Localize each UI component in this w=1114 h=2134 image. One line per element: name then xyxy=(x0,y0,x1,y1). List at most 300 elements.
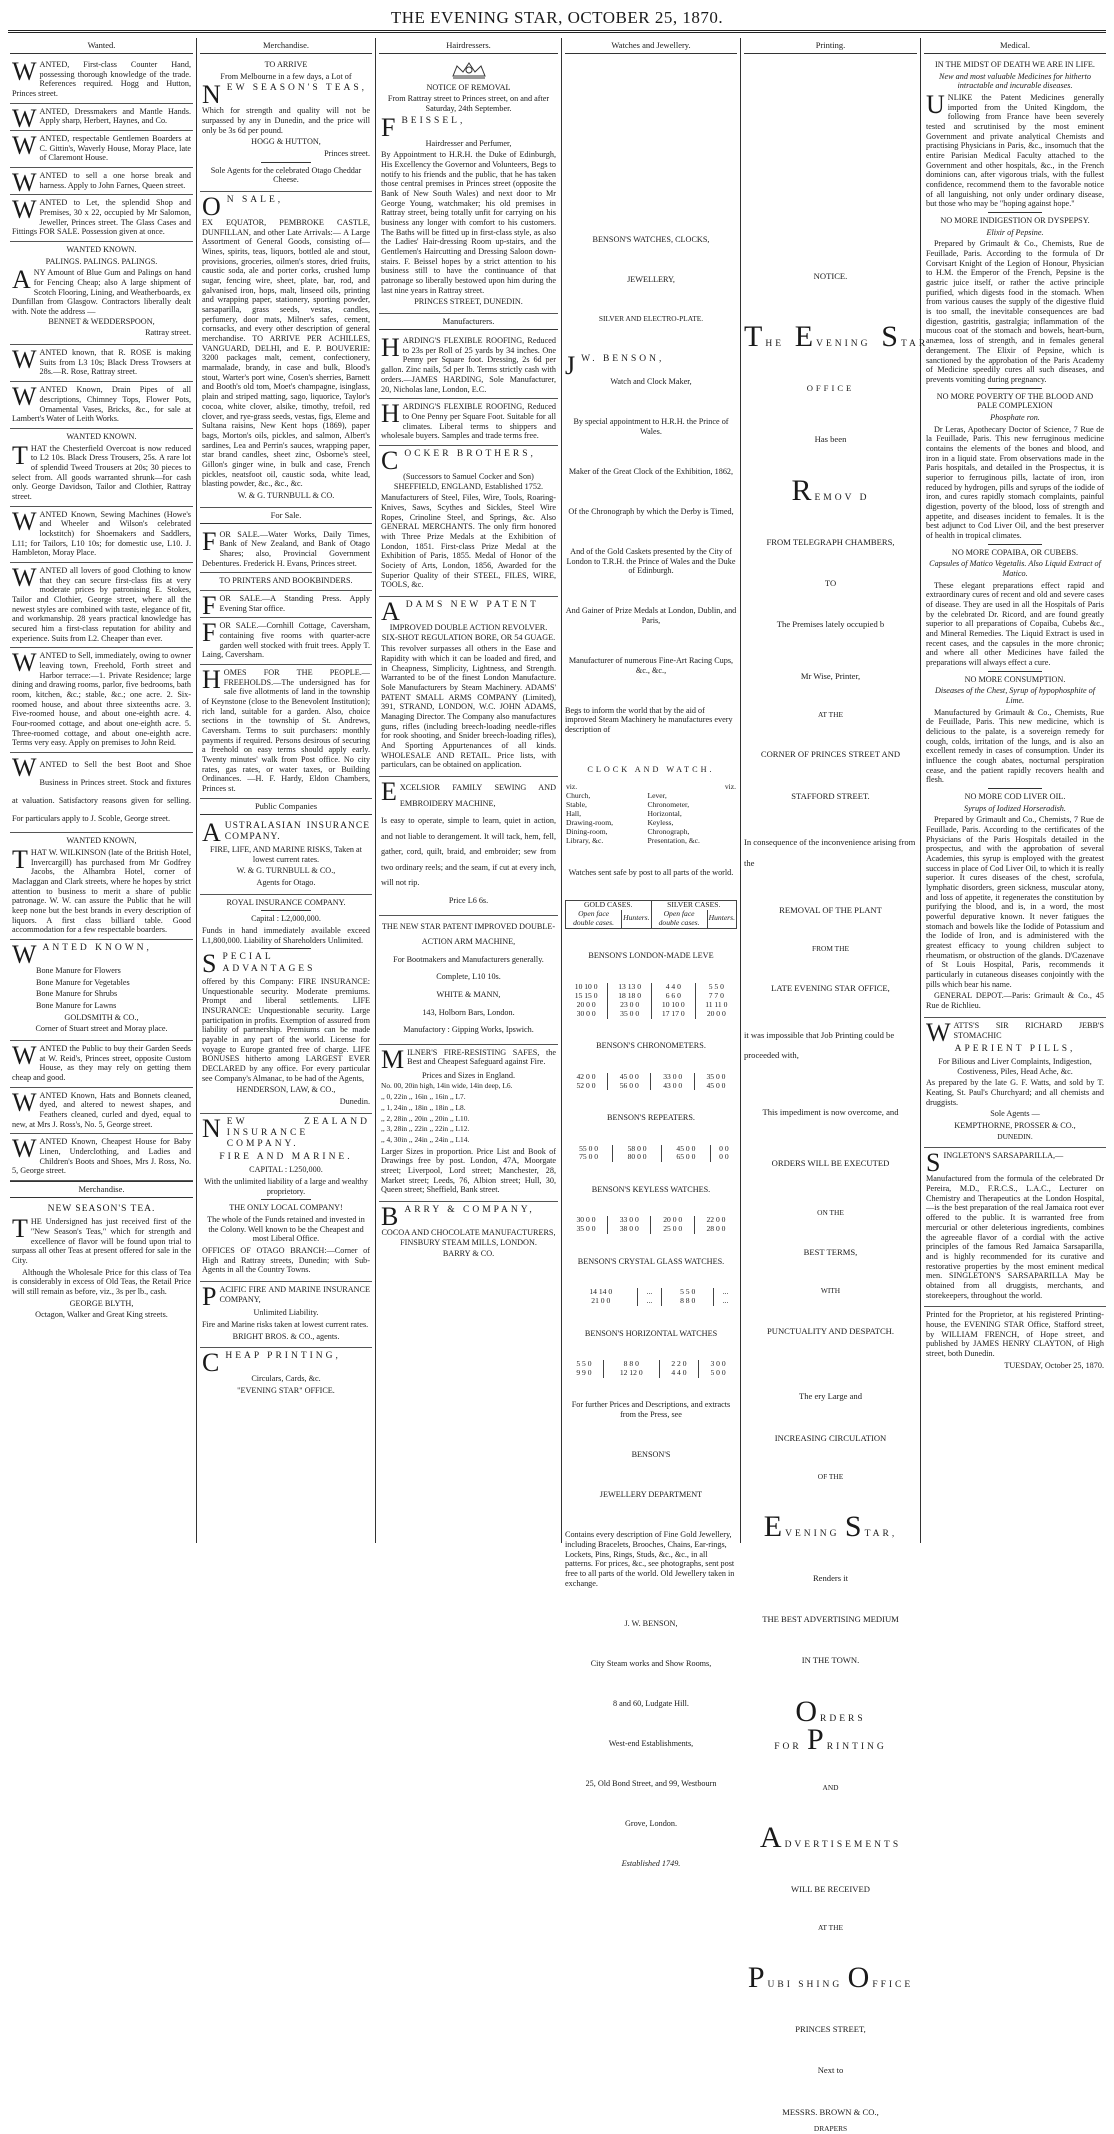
ad-text: ANTED Known, Sewing Machines (Howe's and Wheeler and Wilson's celebrated lockstitch) for Shoemakers and Saddlers, L11; for Tailors, L10 10s; for domestic use, L10. J. Hambleton, Moray Place. xyxy=(12,509,191,558)
table-row xyxy=(565,1297,737,1306)
ad-text: ARDING'S FLEXIBLE ROOFING, Reduced to 23s per Roll of 25 yards by 34 inches. One Penny per Square foot. Dressing, 2s 6d per gallon. Zinc nails, 5d per lb. Terms strictly cash with orders.—JAMES HARDING, Sole Manufacturer, 20, Nicholas lane, London, E.C. xyxy=(381,336,556,394)
advertisement: COCKER BROTHERS, (Successors to Samuel Cocker and Son) SHEFFIELD, ENGLAND, Established 1752. Manufacturers of Steel, Files, Wire, Tools, Roaring-Knives, Saws, Scythes and Sickles, Steel Wire Ropes, Crinoline Steel, and Springs, &c. Also GENERAL MERCHANTS. The only firm honored with Three Prize Medals at the Exhibition of London, 1851. First-class Prize Medal at the Exhibition of Paris, 1855. Medal of Honor of the Society of Arts, London, 1856, Awarded for the Superior Quality of their STEEL, FILES, WIRE, TOOLS, &c. xyxy=(379,446,558,597)
price-table xyxy=(565,1216,737,1234)
ad-price: Complete, L10 10s. xyxy=(436,972,501,982)
ad-subheading: Hairdresser and Perfumer, xyxy=(425,138,512,148)
ad-heading: NOTICE OF REMOVAL xyxy=(426,82,511,92)
ad-signature: "EVENING STAR" OFFICE. xyxy=(237,1385,335,1395)
table-header: Hunters. xyxy=(708,913,735,923)
ad-subheading: PALINGS. PALINGS. PALINGS. xyxy=(45,256,158,266)
ad-text: In consequence of the inconvenience arising from the xyxy=(744,837,916,868)
table-section-heading: BENSON'S CRYSTAL GLASS WATCHES. xyxy=(577,1256,725,1266)
advertisement: FOR SALE.—Water Works, Daily Times, Bank of New Zealand, and Bank of Otago Shares; also, Provincial Government Debentures. Frederick H. Evans, Princes street. xyxy=(200,527,372,574)
ad-heading: NO MORE COD LIVER OIL. xyxy=(964,792,1066,802)
advertisement: WANTED the Public to buy their Garden Seeds at W. Reid's, Princes street, opposite Custom House, as they may rely on getting them cheap and good. xyxy=(10,1041,193,1088)
section-heading: Wanted. xyxy=(10,38,193,54)
table-cell: 10 10 0 xyxy=(651,1001,695,1010)
table-cell: 35 0 0 xyxy=(706,1071,726,1081)
advertisement: NOTICE OF REMOVAL From Rattray street to Princes street, on and after Saturday, 24th September. FBEISSEL, Hairdresser and Perfumer, By Appointment to H.R.H. the Duke of Edinburgh, His Excellency the Governor and Volunteers, Begs to notify to his friends and the public, that he has taken those central premises in Princes street (opposite the Bank of New South Wales) and next door to Mr George Young, watchmaker; his old premises in Rattray street, being totally unfit for carrying on his business any longer with comfort to his customers. The Baths will be fitted up in first-class style, as also the Ladies' Hair-dressing Room up-stairs, and the Gentlemen's Haircutting and Dressing Saloon down-stairs. F. Beissel hopes by a strict attention to his business still to have the continuance of that patronage so liberally bestowed upon him during the last nine years in Rattray street. PRINCES STREET, DUNEDIN. xyxy=(379,57,558,314)
advertisement: NEW ZEALAND INSURANCE COMPANY. FIRE AND MARINE. CAPITAL : L250,000. With the unlimited liability of a large and wealthy proprietory. THE ONLY LOCAL COMPANY! The whole of the Funds retained and invested in the Colony. Well known to be the Cheapest and most Liberal Office. OFFICES OF OTAGO BRANCH:—Corner of High and Rattray streets, Dunedin; with Sub-Agents in all the Country Towns. xyxy=(200,1114,372,1283)
table-header: SILVER CASES. xyxy=(667,899,721,909)
title-part: HE xyxy=(765,338,784,349)
ad-text: As prepared by the late G. F. Watts, and sold by T. Keating, St. Paul's Churchyard; and all chemists and druggists. xyxy=(926,1078,1104,1107)
section-heading: Manufacturers. xyxy=(379,314,558,330)
ad-text: OR SALE.—Cornhill Cottage, Caversham, containing five rooms with quarter-acre garden well stocked with fruit trees. Apply T. Laing, Caversham. xyxy=(202,621,370,660)
ad-heading: USTRALASIAN INSURANCE COMPANY. xyxy=(224,820,370,842)
advertisement: TO ARRIVE From Melbourne in a few days, a Lot of NEW SEASON'S TEAS, Which for strength and quality will not be surpassed by any in Dunedin, and the price will only be 3s 6d per pound. HOGG & HUTTON, Princes street. Sole Agents for the celebrated Otago Cheddar Cheese. xyxy=(200,57,372,192)
ad-text: OFFICE xyxy=(806,382,855,393)
section-heading: Hairdressers. xyxy=(379,38,558,54)
advertisement: AUSTRALASIAN INSURANCE COMPANY. FIRE, LIFE, AND MARINE RISKS, Taken at lowest current rates. W. & G. TURNBULL & CO., Agents for Otago. xyxy=(200,818,372,895)
ad-price: Price L6 6s. xyxy=(448,896,489,906)
price-table xyxy=(565,1073,737,1091)
ad-text: The ery Large and xyxy=(798,1391,863,1402)
ad-signature: HENDERSON, LAW, & CO., xyxy=(236,1085,336,1095)
ad-text: Manufactured from the formula of the celebrated Dr Pereira, M.D., F.R.C.S., L.A.C., Lecturer on Chemistry and Therapeutics at the London Hospital,—is the best preparation of the real Jamaica root ever offered to the public. It is warranted free from mercurial or other deleterious ingredients, combines the agreeable flavor of a cordial with the active principles of the famous Red Jamaica Sarsaparilla, and is highly recommended for its curative and restorative properties by the most eminent medical men. SINGLETON'S SARSAPARILLA May be obtained from all druggists, merchants, and storekeepers, throughout the world. xyxy=(926,1174,1104,1300)
printer-imprint: Printed for the Proprietor, at his registered Printing-house, the EVENING STAR Office, Stafford street, by WILLIAM FRENCH, of Hope street, and published by JAMES HENRY CLAYTON, of High street, both Dunedin. xyxy=(926,1310,1104,1358)
table-cell: 38 0 0 xyxy=(608,1225,651,1234)
ad-subheading: Watch and Clock Maker, xyxy=(610,377,692,387)
table-row xyxy=(565,1369,737,1378)
table-cell: ... xyxy=(637,1297,662,1306)
column-merchandise xyxy=(200,38,372,1543)
ad-text: ANTED Known, Cheapest House for Baby Linen, Underclothing, and Ladies and Children's Boots and Shoes, Mrs J. Ross, No. 5, George street. xyxy=(12,1137,191,1176)
ad-text: From Rattray street to Princes street, on and after Saturday, 24th September. xyxy=(387,94,550,114)
ad-heading: PECIAL ADVANTAGES xyxy=(222,952,316,974)
ad-address: Dunedin. xyxy=(339,1096,370,1106)
table-cell: 45 0 0 xyxy=(662,1145,711,1154)
table-cell: 5 5 0 xyxy=(708,981,724,991)
ad-address: Rattray street. xyxy=(145,328,191,338)
advertisement: HOMES FOR THE PEOPLE.—FREEHOLDS.—The undersigned has for sale five allotments of land in the township of Keynstone (close to the Benevolent Institution); rich land, suitable for a garden. Also, choice sections in the township of St. Andrews, Caversham. Terms to suit purchasers: monthly payments if required. Persons desirous of securing a freehold on easy terms should apply early. Twenty minutes' walk from Post office. No city rates, gas rates, or water taxes, or Building Ordinances. —H. F. Hardy, Eldon Chambers, Princes st. xyxy=(200,665,372,799)
ad-signature: BENNET & WEDDERSPOON, xyxy=(48,316,155,326)
column-medical xyxy=(924,38,1106,1543)
advertisement: NEW SEASON'S TEA. T HE Undersigned has just received first of the "New Season's Teas," which for strength and excellence of flavor will be found upon trial to surpass all other Teas at present offered for sale in the City. Although the Wholesale Price for this class of Tea is considerably in excess of Old Teas, the Retail Price will still remain as before, viz., 3s per lb., cash. GEORGE BLYTH, Octagon, Walker and Great King streets. xyxy=(12,1204,191,1320)
masthead: THE EVENING STAR, OCTOBER 25, 1870. xyxy=(390,8,724,27)
advertisement: WANTED Known, Drain Pipes of all descriptions, Chimney Tops, Flower Pots, Ornamental Vases, Bricks, &c., for sale at Lambert's Water of Leith Works. xyxy=(10,382,193,429)
ad-text: Has been xyxy=(814,434,847,445)
ad-heading: IN THE MIDST OF DEATH WE ARE IN LIFE. xyxy=(935,60,1095,70)
ad-text: For Bilious and Liver Complaints, Indigestion, Costiveness, Piles, Head Ache, &c. xyxy=(938,1057,1092,1076)
ad-address: 8 and 60, Ludgate Hill. xyxy=(613,1698,689,1708)
advertisement xyxy=(379,916,558,1045)
list-item: Lever, xyxy=(647,791,667,801)
advertisement: WANTED, respectable Gentlemen Boarders at C. Gittin's, Waverly House, Moray Place, late of Claremont House. xyxy=(10,131,193,168)
column-printing: Printing. NOTICE. THE EVENING STAR OFFICE Has been REMOV D FROM TELEGRAPH CHAMBERS, TO The Premises lately occupied b Mr Wise, Printer, AT THE CORNER OF PRINCES STREET AND STAFFORD STREET. In consequence of the inconvenience arising from the REMOVAL OF THE PLANT FROM THE LATE EVENING STAR OFFICE, it was impossible that Job Printing could be proceeded with, This impediment is now overcome, and ORDERS WILL BE EXECUTED ON THE BEST TERMS, WITH PUNCTUALITY AND DESPATCH. The ery Large and INCREASING CIRCULATION OF THE EVENING STAR, Renders it THE BEST ADVERTISING MEDIUM IN THE TOWN. ORDERS FOR PRINTING AND ADVERTISEMENTS WILL BE RECEIVED AT THE PUBI SHING OFFICE PRINCES STREET, Next to MESSRS. BROWN & CO., DRAPERS xyxy=(744,40,929,2134)
table-cell: 8 8 0 xyxy=(603,1360,659,1369)
table-cell: 65 0 0 xyxy=(662,1153,711,1162)
column-watches: Watches and Jewellery. BENSON'S WATCHES, CLOCKS, JEWELLERY, SILVER AND ELECTRO-PLATE. J W. BENSON, Watch and Clock Maker, By special appointment to H.R.H. the Prince of Wales. Maker of the Great Clock of the Exhibition, 1862, Of the Chronograph by which the Derby is Timed, And of the Gold Caskets presented by the City of London to T.R.H. the Prince of Wales and the Duke of Edinburgh. And Gainer of Prize Medals at London, Dublin, and Paris, Manufacturer of numerous Fine-Art Racing Cups, &c., &c., Begs to inform the world that by the aid of improved Steam Machinery he manufactures every description of CLOCK AND WATCH. viz. viz. Church, Lever, Stable, Chronometer, Hall, Horizontal, Drawing-room, Keyless, Dining-room, Chronograph, Library, &c. Presentation, &c. Watches sent safe by post to all parts of the world. GOLD CASES. SILVER CASES. Open face double cases. Hunters. Open face double cases. Hunters. BENSON'S LONDON-MADE LEVE 10 10 0 13 13 0 4 4 0 5 5 0 15 15 0 18 18 0 6 6 0 7 7 0 20 0 0 23 0 0 10 10 0 11 11 0 30 0 0 35 0 0 17 17 0 20 0 0 BENSON'S CHRONOMETERS. 42 0 0 45 0 0 33 0 0 35 0 0 52 0 0 56 0 0 43 0 0 45 0 0 BENSON'S REPEATERS. 55 0 0 58 0 0 45 0 0 0 0 75 0 0 80 0 0 65 0 0 0 0 BENSON'S KEYLESS WATCHES. 30 0 0 33 0 0 20 0 0 22 0 0 35 0 0 38 0 0 25 0 0 28 0 0 BENSON'S CRYSTAL GLASS WATCHES. 14 14 0 ... 5 5 0 ... 21 0 0 ... 8 8 0 ... BENSON'S HORIZONTAL WATCHES 5 5 0 8 8 0 2 2 0 3 0 0 9 9 0 12 12 0 4 4 0 5 0 0 For further Prices and Descriptions, and extracts from the Press, see BENSON'S JEWELLERY DEPARTMENT Contains every description of Fine Gold Jewellery, including Bracelets, Brooches, Chains, Ear-rings, Lockets, Pins, Rings, Studs, &c., &c., in all patterns. For prices, &c., see photographs, sent post free to all parts of the world. Old Jewellery taken in exchange. J. W. BENSON, City Steam works and Show Rooms, 8 and 60, Ludgate Hill. West-end Establishments, 25, Old Bond Street, and 99, Westbourn Grove, London. Established 1749. xyxy=(565,40,737,1868)
ad-text: ANTED to Let, the splendid Shop and Premises, 30 x 22, occupied by Mr Salomon, Jeweller, Princes street. The Glass Cases and Fittings FOR SALE. Possession given at once. xyxy=(12,198,191,237)
table-cell: 2 2 0 xyxy=(659,1360,698,1369)
table-cell: 17 17 0 xyxy=(651,1010,695,1019)
section-heading: For Sale. xyxy=(200,508,372,524)
advertisement: ADAMS NEW PATENT IMPROVED DOUBLE ACTION REVOLVER. SIX-SHOT REGULATION BORE, OR 54 GUAGE. This revolver surpasses all others in the Ease and Rapidity with which it can be loaded and fired, and in Cheapness, Simplicity, Lightness, and Strength. Warranted to be of the finest London Manufacture. Sole Manufacturers by Steam Machinery. ADAMS' PATENT SMALL ARMS COMPANY (Limited), 391, STRAND, LONDON, W.C. JOHN ADAMS, Managing Director. The Company also manufactures guns, rifles (including breech-loading needle-rifles for rook shooting, and Snider breech-loading rifles), And Sporting Appurtenances of all kinds. WHOLESALE AND RETAIL. Price lists, with particulars, can be obtained on application. xyxy=(379,597,558,777)
price-row: ,, 1, 24in ,, 18in ,, 18in ,, L8. xyxy=(381,1102,466,1112)
table-cell: 20 0 0 xyxy=(706,1008,726,1018)
ad-text: OFFICES OF OTAGO BRANCH:—Corner of High and Rattray streets, Dunedin; with Sub-Agents in all the Country Towns. xyxy=(202,1246,370,1275)
list-item: Stable, xyxy=(566,799,587,809)
table-cell: 8 8 0 xyxy=(662,1297,714,1306)
table-header: Open face double cases. xyxy=(566,910,622,928)
ad-text: AT THE xyxy=(818,1923,843,1933)
ad-text: FIRE, LIFE, AND MARINE RISKS, Taken at lowest current rates. xyxy=(210,845,362,864)
table-cell: 35 0 0 xyxy=(608,1010,652,1019)
table-cell: 25 0 0 xyxy=(651,1225,694,1234)
ad-text: Funds in hand immediately available exceed L1,800,000. Liability of Shareholders Unlimited. xyxy=(202,926,370,945)
ad-heading: W. BENSON, xyxy=(581,354,665,365)
advertisement: BARRY & COMPANY, COCOA AND CHOCOLATE MANUFACTURERS, FINSBURY STEAM MILLS, LONDON. BARRY & CO. xyxy=(381,1202,556,1259)
table-cell: 5 5 0 xyxy=(662,1288,714,1297)
ad-text: ANTED the Public to buy their Garden Seeds at W. Reid's, Princes street, opposite Custom House, as they may rely on getting them cheap and good. xyxy=(12,1043,191,1082)
advertisement: WANTED KNOWN, T HAT W. WILKINSON (late of the British Hotel, Invercargill) has purchased from Mr Godfrey Jacobs, the Alhambra Hotel, corner of Maclaggan and Clark streets, where he hopes by strict attention to business to merit a share of public patronage. W. W. can assure the Public that he will keep none but the best brands in every description of liquors. A first class billiard table. Good accommodation for a few respectable boarders. xyxy=(10,833,193,940)
ad-text: AND xyxy=(822,1783,839,1793)
ad-text: COCOA AND CHOCOLATE MANUFACTURERS, FINSBURY STEAM MILLS, LONDON. xyxy=(381,1228,556,1247)
ad-text: Established 1749. xyxy=(621,1858,681,1868)
notice-heading: NOTICE. xyxy=(813,270,848,281)
ad-address: DRAPERS xyxy=(813,2124,848,2134)
ad-text: Next to xyxy=(817,2065,844,2076)
table-cell: 22 0 0 xyxy=(706,1215,726,1225)
ad-text: HAT W. WILKINSON (late of the British Hotel, Invercargill) has purchased from Mr Godfrey Jacobs, the Alhambra Hotel, corner of Maclaggan and Clark streets, where he hopes by strict attention to business to merit a share of public patronage. W. W. can assure the Public that he will keep none but the best brands in every description of liquors. A first class billiard table. Good accommodation for a few respectable boarders. xyxy=(12,847,191,935)
ad-subheading: Syrups of Iodized Horseradish. xyxy=(964,803,1066,813)
advertisement: FOR SALE.—Cornhill Cottage, Caversham, containing five rooms with quarter-acre garden well stocked with fruit trees. Apply T. Laing, Caversham. xyxy=(200,618,372,665)
table-section-heading: BENSON'S CHRONOMETERS. xyxy=(596,1040,706,1050)
ad-heading: WANTED KNOWN. xyxy=(66,245,137,255)
ad-subheading: Elixir of Pepsine. xyxy=(986,227,1044,237)
clock-watch-list xyxy=(565,783,737,846)
advertisement: HARDING'S FLEXIBLE ROOFING, Reduced to 23s per Roll of 25 yards by 34 inches. One Penny per Square foot. Dressing, 2s 6d per gallon. Zinc nails, 5d per lb. Terms strictly cash with orders.—JAMES HARDING, Sole Manufacturer, 20, Nicholas lane, London, E.C. xyxy=(379,333,558,399)
table-cell: 0 0 xyxy=(719,1152,729,1162)
table-cell: 28 0 0 xyxy=(706,1224,726,1234)
list-item: Bone Manure for Flowers xyxy=(36,965,121,975)
ad-subheading: FIRE AND MARINE. xyxy=(219,1152,353,1163)
table-row xyxy=(565,1010,737,1019)
ad-heading: THE ONLY LOCAL COMPANY! xyxy=(229,1203,343,1213)
ad-text: Sole Agents — xyxy=(990,1109,1040,1119)
table-cell: 10 10 0 xyxy=(565,983,608,992)
ad-subheading: Capsules of Matico Vegetalis. Also Liquid Extract of Matico. xyxy=(929,559,1101,578)
ad-address: 25, Old Bond Street, and 99, Westbourn xyxy=(585,1778,717,1788)
advertisement: WANTED Known, Sewing Machines (Howe's and Wheeler and Wilson's celebrated lockstitch) for Shoemakers and Saddlers, L11; for Tailors, L10 10s; for domestic use, L10. J. Hambleton, Moray Place. xyxy=(10,507,193,563)
ad-text: ANTED, respectable Gentlemen Boarders at C. Gittin's, Waverly House, Moray Place, late of Claremont House. xyxy=(39,134,191,163)
table-header: Open face double cases. xyxy=(651,910,707,928)
advertisement: WANTED to sell a one horse break and harness. Apply to John Farnes, Queen street. xyxy=(12,168,191,198)
advertisement: PACIFIC FIRE AND MARINE INSURANCE COMPANY, Unlimited Liability. Fire and Marine risks taken at lowest current rates. BRIGHT BROS. & CO., agents. xyxy=(200,1282,372,1348)
ad-heading: NO MORE POVERTY OF THE BLOOD AND PALE COMPLEXION xyxy=(936,391,1094,411)
ad-text: With the unlimited liability of a large and wealthy proprietory. xyxy=(204,1177,368,1196)
ad-text: ANTED to Sell the best Boot and Shoe Business in Princes street. Stock and fixtures at valuation. Satisfactory reasons given for selling. For particulars apply to J. Scoble, George street. xyxy=(12,760,191,824)
ad-heading: XCELSIOR FAMILY SEWING AND EMBROIDERY MACHINE, xyxy=(399,783,556,808)
ad-heading: INGLETON'S SARSAPARILLA,— xyxy=(943,1151,1064,1161)
ad-text: The Premises lately occupied b xyxy=(776,619,885,630)
ad-heading: TO PRINTERS AND BOOKBINDERS. xyxy=(219,576,353,586)
ad-signature: WHITE & MANN, xyxy=(436,989,501,999)
ad-text: For further Prices and Descriptions, and extracts from the Press, see xyxy=(571,1400,731,1420)
price-row: ,, 0, 22in ,, 16in ,, 16in ,, L7. xyxy=(381,1092,466,1102)
advertisement xyxy=(200,573,372,591)
ad-heading: ATTS'S SIR RICHARD JEBB'S STOMACHIC xyxy=(953,1020,1104,1040)
table-cell: 5 5 0 xyxy=(565,1360,603,1369)
ad-heading: NO MORE CONSUMPTION. xyxy=(964,674,1066,684)
ad-subheading: Phosphate ron. xyxy=(990,412,1040,422)
ad-signature: PRINCES STREET, DUNEDIN. xyxy=(414,297,523,307)
ad-text: THE BEST ADVERTISING MEDIUM xyxy=(762,1613,899,1624)
ad-text: AT THE xyxy=(818,709,843,719)
ad-heading: BEISSEL, xyxy=(401,115,466,126)
advertisement: WANTED Known, Hats and Bonnets cleaned, dyed, and altered to newest shapes, and Feathers cleaned, curled and dyed, equal to new, at Mrs J. Ross's, No. 5, George street. xyxy=(10,1088,193,1135)
ad-text: For Bootmakers and Manufacturers generally. xyxy=(393,954,544,964)
list-item: Bone Manure for Lawns xyxy=(36,1000,117,1010)
list-item: Chronograph, xyxy=(647,826,690,836)
list-item: Horizontal, xyxy=(647,808,682,818)
ad-text: ANTED Known, Drain Pipes of all descriptions, Chimney Tops, Flower Pots, Ornamental Vases, Bricks, &c., for sale at Lambert's Water of Leith Works. xyxy=(12,385,191,424)
ad-subheading: Prices and Sizes in England. xyxy=(421,1070,515,1080)
list-item: Presentation, &c. xyxy=(647,835,700,845)
ad-text: BEST TERMS, xyxy=(803,1247,858,1258)
table-cell: 58 0 0 xyxy=(613,1145,662,1154)
ad-text: Maker of the Great Clock of the Exhibition, 1862, xyxy=(568,466,734,476)
ad-address: DUNEDIN. xyxy=(997,1131,1033,1141)
price-table xyxy=(565,1360,737,1378)
table-cell: 20 0 0 xyxy=(651,1216,694,1225)
ad-heading: TO ARRIVE xyxy=(264,60,308,70)
ad-signature: W. & G. TURNBULL & CO. xyxy=(237,490,335,500)
ad-subheading: Circulars, Cards, &c. xyxy=(251,1374,321,1384)
section-heading: Medical. xyxy=(924,38,1106,54)
ad-text: WILL BE RECEIVED xyxy=(791,1884,870,1895)
ad-address: Agents for Otago. xyxy=(256,878,316,888)
ad-text: STAFFORD STREET. xyxy=(791,790,870,801)
ad-text: By special appointment to H.R.H. the Prince of Wales. xyxy=(573,417,729,436)
ad-text: Prepared by Grimault and Co., Chemists, 7 Rue de Feuillade, Paris. According to the certificates of the Physicians of the Paris Hospitals detailed in the prospectus, and with the approbation of several Academies, this syrup is employed with the greatest success in place of Cod Liver Oil, to which it is really superior. It cures diseases of the chest, scrofula, lymphatic disorders, green sickness, muscular atony, and loss of appetite, it regenerates the constitution by purifying the blood, and is, in a word, the most powerful depurative known. It never fatigues the stomach and bowels like the Iodide of Potassium and the Iodide of Iron, and is administered with the greatest efficacy to young children subject to rheumatism, or obstruction of the glands. D'Cazenave of St Louis Hospital, Paris, recommends it particularly in cutaneous diseases conjointly with the pills which bear his name. xyxy=(926,815,1104,989)
ad-heading: ILNER'S FIRE-RESISTING SAFES, the Best and Cheapest Safeguard against Fire. xyxy=(407,1047,556,1067)
price-table xyxy=(565,983,737,1019)
title-part: TAR xyxy=(900,338,929,349)
advertisement: EXCELSIOR FAMILY SEWING AND EMBROIDERY MACHINE, Is easy to operate, simple to learn, quiet in action, and not liable to derangement. It will tack, hem, fell, gather, cord, quilt, braid, and embroider; sew from two ordinary reels; and the seam, if cut at every inch, will not rip. Price L6 6s. xyxy=(379,777,558,916)
imprint xyxy=(924,1307,1106,1376)
table-row xyxy=(565,1225,737,1234)
ad-heading: NO MORE INDIGESTION OR DYSPEPSY. xyxy=(940,216,1090,226)
advertisement: CHEAP PRINTING, Circulars, Cards, &c. "EVENING STAR" OFFICE. xyxy=(200,1348,372,1401)
advertisement: WANTED, First-class Counter Hand, possessing thorough knowledge of the trade. References required. Hogg and Hutton, Princes street. xyxy=(10,57,193,104)
ad-address: 143, Holborn Bars, London. xyxy=(422,1007,515,1017)
table-cell: 18 18 0 xyxy=(608,992,652,1001)
ad-subheading: (Successors to Samuel Cocker and Son) SHEFFIELD, ENGLAND, Established 1752. xyxy=(393,471,544,491)
ad-text: By Appointment to H.R.H. the Duke of Edinburgh, His Excellency the Governor and Volunteers, Begs to notify to his friends and the public, that he has taken those central premises in Princes street (opposite the Bank of New South Wales) and next door to Mr George Young, watchmaker; his old premises in Rattray street, being totally unfit for carrying on his business any longer with comfort to his customers. The Baths will be fitted up in first-class style, as also the Ladies' Hair-dressing Room up-stairs, and the Gentlemen's Haircutting and Dressing Saloon down-stairs. F. Beissel hopes by a strict attention to his business still to have the continuance of that patronage so liberally bestowed upon him during the last nine years in Rattray street. xyxy=(381,150,556,295)
table-header: GOLD CASES. xyxy=(566,900,652,909)
ad-text: CAPITAL : L250,000. xyxy=(249,1165,323,1175)
advertisement: O N SALE, EX EQUATOR, PEMBROKE CASTLE, DUNFILLAN, and other Late Arrivals:— A Large Assortment of General Goods, consisting of— Wines, spirits, teas, liquors, bottled ale and stout, provisions, groceries, oilmen's stores, dried fruits, caustic soda, ale and porter corks, crushed lump sugar, fencing wire, sheet, plate, bar, rod, and galvanised iron, hops, malt, linseed oils, printing and wrapping paper, stationery, sporting powder, sarsaparilla, grass seeds, vestas, candles, perfumery, door mats, Milner's safes, cement, cornsacks, and every other description of general merchandise. TO ARRIVE PER ACHILLES, VANGUARD, DELHI, and E. P. BOUVERIE: 3200 packages malt, cement, confectionery, marmalade, brandy, in case and bulk, Blood's stout, Warter's port wine, Cosen's sherries, Barnett and Booth's old tom, Moet's champagne, isinglass, plain and striped matting, sago, liquorice, Taylor's cocoa, white clover, alsike, timothy, trefoil, red clover, and rye-grass seeds, vestas, figs, Eleme and Sultana raisins, New Kent hops (1869), paper bags, Morton's oils, pickles, and salmon, Albert's sardines, Lea and Perrin's sauces, wrapping paper, star brand candles, sheet zinc, Osborne's steel, Gillon's ginger wine, in bulk and case, French pickles, neatsfoot oil, caustic soda, white lead, blasting powder, &c., &c., &c. W. & G. TURNBULL & CO. xyxy=(200,192,372,507)
ad-text: REMOVAL OF THE PLANT xyxy=(779,904,882,915)
ad-text: OR SALE.—Water Works, Daily Times, Bank of New Zealand, and Bank of Otago Shares; also, Provincial Government Debentures. Frederick H. Evans, Princes street. xyxy=(202,529,370,568)
ad-text: WITH xyxy=(820,1286,841,1296)
table-cell: 30 0 0 xyxy=(565,1216,608,1225)
ad-heading: CLOCK AND WATCH. xyxy=(587,765,715,775)
table-row xyxy=(565,1153,737,1162)
ad-address: City Steam works and Show Rooms, xyxy=(590,1658,712,1668)
ad-heading: RINTING xyxy=(826,1741,887,1752)
ad-text: Renders it xyxy=(812,1572,849,1583)
masthead-rule-2 xyxy=(8,32,1106,33)
ad-text: OMES FOR THE PEOPLE.—FREEHOLDS.—The undersigned has for sale five allotments of land in the township of Keynstone (close to the Benevolent Institution); rich land, suitable for a garden. Also, choice sections in the township of St. Andrews, Caversham. Terms to suit purchasers: monthly payments if required. Persons desirous of securing a freehold on easy terms should apply early. Twenty minutes' walk from Post office. No city rates, gas rates, or water taxes, or Building Ordinances. —H. F. Hardy, Eldon Chambers, Princes st. xyxy=(202,667,370,794)
ad-text: Manufacturer of numerous Fine-Art Racing Cups, &c., &c., xyxy=(568,656,734,675)
ad-subheading: Capital : L2,000,000. xyxy=(251,914,321,924)
table-section-heading: BENSON'S KEYLESS WATCHES. xyxy=(591,1184,711,1194)
ad-text: OR SALE.—A Standing Press. Apply Evening Star office. xyxy=(219,593,370,613)
column-divider xyxy=(740,38,741,1543)
table-cell: 21 0 0 xyxy=(565,1297,637,1306)
table-cell: 80 0 0 xyxy=(613,1153,662,1162)
table-cell: 0 0 xyxy=(719,1143,729,1153)
ad-signature: GEORGE BLYTH, xyxy=(69,1298,134,1308)
table-cell: 33 0 0 xyxy=(608,1216,651,1225)
ad-text: LATE EVENING STAR OFFICE, xyxy=(771,983,890,994)
ad-text: Manufacturers of Steel, Files, Wire, Tools, Roaring-Knives, Saws, Scythes and Sickles, Steel Wire Ropes, Crinoline Steel, and Springs, &c. Also GENERAL MERCHANTS. The only firm honored with Three Prize Medals at the Exhibition of London, 1851. First-class Prize Medal at the Exhibition of Paris, 1855. Medal of Honor of the Society of Arts, London, 1856, Awarded for the Superior Quality of their STEEL, FILES, WIRE, TOOLS, &c. xyxy=(381,493,556,590)
advertisement: WANTED KNOWN, Bone Manure for Flowers Bone Manure for Vegetables Bone Manure for Shrubs Bone Manure for Lawns GOLDSMITH & CO., Corner of Stuart street and Moray place. xyxy=(10,940,193,1041)
column-divider xyxy=(196,38,197,1543)
ad-heading: THE NEW STAR PATENT IMPROVED DOUBLE-ACTION ARM MACHINE, xyxy=(381,921,556,947)
ad-text: EX EQUATOR, PEMBROKE CASTLE, DUNFILLAN, and other Late Arrivals:— A Large Assortment of General Goods, consisting of— Wines, spirits, teas, liquors, bottled ale and stout, provisions, groceries, oilmen's stores, dried fruits, caustic soda, ale and porter corks, crushed lump sugar, fencing wire, sheet, plate, bar, rod, and galvanised iron, hops, malt, linseed oils, printing and wrapping paper, stationery, sporting powder, sarsaparilla, grass seeds, vestas, candles, perfumery, door mats, Milner's safes, cement, cornsacks, and every other description of general merchandise. TO ARRIVE PER ACHILLES, VANGUARD, DELHI, and E. P. BOUVERIE: 3200 packages malt, cement, confectionery, marmalade, brandy, in case and bulk, Blood's stout, Warter's port wine, Cosen's sherries, Barnett and Booth's old tom, Moet's champagne, isinglass, plain and striped matting, sago, liquorice, Taylor's cocoa, white clover, alsike, timothy, trefoil, red clover, and rye-grass seeds, vestas, figs, Eleme and Sultana raisins, New Kent hops (1869), paper bags, Morton's oils, pickles, and salmon, Albert's sardines, Lea and Perrin's sauces, wrapping paper, star brand candles, sheet zinc, Osborne's steel, Gillon's ginger wine, in bulk and case, French pickles, neatsfoot oil, caustic soda, white lead, blasting powder, &c., &c., &c. xyxy=(202,218,370,489)
ad-text: ANTED, First-class Counter Hand, possessing thorough knowledge of the trade. References required. Hogg and Hutton, Princes street. xyxy=(12,60,191,99)
table-cell: 56 0 0 xyxy=(608,1082,651,1091)
table-header: Hunters. xyxy=(622,910,651,928)
ad-heading: ANTED KNOWN, xyxy=(42,942,152,953)
advertisement: ROYAL INSURANCE COMPANY. Capital : L2,000,000. Funds in hand immediately available exceed L1,800,000. Liability of Shareholders Unlimited. SPECIAL ADVANTAGES offered by this Company: FIRE INSURANCE: Unquestionable security. Moderate premiums. Prompt and liberal settlements. LIFE INSURANCE: Unquestionable security. Large participation in profits. Exemption of assured from liability of partnership. Premiums can be made payable in any part of the world. License for voyage to Europe granted free of charge. LIFE BONUSES hitherto among LARGEST EVER DECLARED by any office. For every particular see Company's Almanac, to be had of the Agents, HENDERSON, LAW, & CO., Dunedin. xyxy=(200,895,372,1114)
ad-text: FROM THE xyxy=(811,943,850,953)
ad-text: it was impossible that Job Printing could be proceeded with, xyxy=(744,1029,895,1061)
table-cell: 75 0 0 xyxy=(565,1153,613,1162)
list-item: Bone Manure for Shrubs xyxy=(36,989,118,999)
table-cell: 13 13 0 xyxy=(608,983,652,992)
ad-address: PRINCES STREET, xyxy=(795,2023,866,2034)
ad-heading: BENSON'S WATCHES, CLOCKS, xyxy=(592,235,710,245)
ad-text: HAT the Chesterfield Overcoat is now reduced to L2 10s. Black Dress Trousers, 25s. A rare lot of splendid Tweed Trousers at 20s; 30 pieces to select from. All goods warranted shrunk—for cash only. George Davidson, Tailor and Clothier, Rattray street. xyxy=(12,443,191,501)
royal-crest-icon xyxy=(381,60,556,83)
ad-heading: RDERS FOR xyxy=(774,1713,866,1752)
title-part: VENING xyxy=(816,338,871,349)
column-hairdressers xyxy=(379,38,558,1543)
list-item: Bone Manure for Vegetables xyxy=(36,977,130,987)
ad-text: Manufactured by Grimault & Co., Chemists, Rue de Feuillade, Paris. This new medicine, which is delicious to the palate, is a sovereign remedy for cough, colds, irritation of the lungs, and is also an excellent remedy in cases of consumption. Under its influence the cough abates, nocturnal perspiration cease, and the patient rapidly recovers health and flesh. xyxy=(926,707,1104,785)
advertisement: IN THE MIDST OF DEATH WE ARE IN LIFE. New and most valuable Medicines for hitherto intractable and incurable diseases. U NLIKE the Patent Medicines generally imported from the United Kingdom, the following from France have been severely tested and scrutinised by the most eminent Government and private analytical Chemists and practising Physicians in Paris, &c., insomuch that the entire Parisian Medical Faculty attached to the Government and other hospitals, &c., in the French dominions can, after vigorous trials, with the fullest confidence, recommend them to the favorable notice of all languishing, not only under ordinary disease, but those who may be "hoping against hope." NO MORE INDIGESTION OR DYSPEPSY. Elixir of Pepsine. Prepared by Grimault & Co., Chemists, Rue de Feuillade, Paris. According to the formula of Dr Corvisart Knight of the Legion of Honour, Physician to H.M. the Emperor of the French, Pepsine is the gastric juice itself, or rather the active principle purified, which digests food in the stomach. When from various causes the supply of the digestive fluid is too small, the inevitable consequences are bad digestion, gastritis, gastralgia; inflammation of the mucous coat of the stomach and bowels, heart-burn, anæmea, loss of strength, and in females general derangement. The Elixir of Pepsine, which is sanctioned by the approbation of the Paris Academy of Medicine speedily cures all such diseases, and prevents vomiting during pregnancy. NO MORE POVERTY OF THE BLOOD AND PALE COMPLEXION Phosphate ron. Dr Leras, Apothecary Doctor of Science, 7 Rue de la Feuillade, Paris. This new ferruginous medicine contains the elements of the bones and blood, and iron in a liquid state. From observations made in the Paris hospitals, and detailed in the Prospectus, it is superior to ferruginous pills, lactate of iron, iron reduced by hydrogen, pills and syrups of the iodide of iron, and cures rapidly stomach complaints, painful digestion, poverty of the blood, loss of strength and appetite, and diseases incident to females. It is the best adjunct to Cod Liver Oil, and the best preserver of health in tropical climates. NO MORE COPAIBA, OR CUBEBS. Capsules of Matico Vegetalis. Also Liquid Extract of Matico. These elegant preparations effect rapid and extraordinary cures of recent and old and severe cases of disease. They are used in all the Hospitals of Paris by the celebrated Dr. Ricord, and are found greatly superior to all preparations of Copaiba, Cubebs &c., and Mineral Remedies. The Liquid Extract is used in recent cases, and the capsules in the more chronic; and where all other Medicines have failed the preparations will always effect a cure. NO MORE CONSUMPTION. Diseases of the Chest, Syrup of hypophosphite of Lime. Manufactured by Grimault & Co., Chemists, Rue de Feuillade, Paris. This new medicine, which is delicious to the palate, is a sovereign remedy for cough, colds, irritation of the lungs, and is also an excellent remedy in cases of consumption. Under its influence the cough abates, nocturnal perspiration cease, and the patient rapidly recovers health and flesh. NO MORE COD LIVER OIL. Syrups of Iodized Horseradish. Prepared by Grimault and Co., Chemists, 7 Rue de Feuillade, Paris. According to the certificates of the Physicians of the Paris Hospitals detailed in the prospectus, and with the approbation of several Academies, this syrup is employed with the greatest success in place of Cod Liver Oil, to which it is really superior. It cures diseases of the chest, scrofula, lymphatic disorders, green sickness, muscular atony, and loss of appetite, it regenerates the constitution by purifying the blood, and is, in a word, the most powerful depurative known. It never fatigues the stomach and bowels like the Iodide of Potassium and the Iodide of Iron, and is administered with the greatest efficacy to young children subject to rheumatism, or obstruction of the glands. D'Cazenave of St Louis Hospital, Paris, recommends it particularly in cutaneous diseases conjointly with the pills which bear his name. GENERAL DEPOT.—Paris: Grimault & Co., 45 Rue de Richlieu. xyxy=(926,60,1104,1011)
ad-heading: WANTED KNOWN, xyxy=(66,836,137,846)
ad-text: NLIKE the Patent Medicines generally imported from the United Kingdom, the following from France have been severely tested and scrutinised by the most eminent Government and private analytical Chemists and practising Physicians in Paris, &c., insomuch that the entire Parisian Medical Faculty attached to the Government and other hospitals, &c., in the French dominions can, after vigorous trials, with the fullest confidence, recommend them to the favorable notice of all languishing, not only under ordinary disease, but those who may be "hoping against hope." xyxy=(926,93,1104,209)
ad-signature: HOGG & HUTTON, xyxy=(251,137,321,147)
ad-text: PUNCTUALITY AND DESPATCH. xyxy=(766,1326,895,1337)
ad-text: IN THE TOWN. xyxy=(801,1655,860,1666)
ad-text: ANTED to Sell, immediately, owing to owner leaving town, Freehold, Forth street and Harbor terrace:—1. Private Residence; large dining and drawing rooms, parlor, five bedrooms, bath room, kitchen, &c.; stable, &c.; one acre. 2. Six-roomed house, and about three sixteenths acre. 3. Five-roomed house, and about one-eighth acre. 4. Four-roomed cottage, and about one-eighth acre. 5. Three-roomed cottage, and about one-eighth acre. Terms very easy. Apply on premises to John Reid. xyxy=(12,651,191,748)
table-cell: 15 15 0 xyxy=(565,992,608,1001)
ad-text: CORNER OF PRINCES STREET AND xyxy=(760,749,901,760)
ad-heading: NO MORE COPAIBA, OR CUBEBS. xyxy=(951,547,1079,557)
evening-star-title: THE EVENING STAR xyxy=(744,319,929,353)
table-cell: 23 0 0 xyxy=(608,1001,652,1010)
ad-text: Begs to inform the world that by the aid of improved Steam Machinery he manufactures every description of xyxy=(565,705,733,735)
ad-text: Sole Agents for the celebrated Otago Cheddar Cheese. xyxy=(210,165,362,185)
advertisement: WANTED all lovers of good Clothing to know that they can secure first-class fits at very moderate prices by patronising E. Stokes, Tailor and Clothier, George street, where all the newest styles are combined with taste, elegance of fit, and workmanship. 28 years practical knowledge has secured him a first-class reputation for ability and experience. Suits from L2. Cheaper than ever. xyxy=(10,563,193,648)
ad-heading: ACIFIC FIRE AND MARINE INSURANCE COMPANY, xyxy=(219,1285,370,1304)
ad-address: Manufactory : Gipping Works, Ipswich. xyxy=(403,1025,534,1035)
table-cell: ... xyxy=(722,1296,729,1306)
table-row xyxy=(565,1082,737,1091)
ad-heading: DAMS NEW PATENT xyxy=(405,599,539,610)
table-cell: 4 4 0 xyxy=(659,1369,698,1378)
ad-heading: ROYAL INSURANCE COMPANY. xyxy=(226,897,346,907)
ad-text: INCREASING CIRCULATION xyxy=(774,1432,887,1443)
ad-text: Contains every description of Fine Gold Jewellery, including Bracelets, Brooches, Chains, Ear-rings, Lockets, Pins, Rings, Studs, &c., &c., in all patterns. For prices, &c., see photographs, sent post free to all parts of the world. Old Jewellery taken in exchange. xyxy=(565,1530,735,1588)
list-item: Hall, xyxy=(566,808,581,818)
advertisement: WANTED known, that R. ROSE is making Suits from L3 10s; Black Dress Trowsers at 28s.—R. Rose, Rattray street. xyxy=(10,345,193,382)
table-cell: ... xyxy=(722,1287,729,1297)
ad-signature: W. & G. TURNBULL & CO., xyxy=(236,866,336,876)
price-table xyxy=(565,1288,737,1306)
table-cell: 5 0 0 xyxy=(710,1368,726,1378)
table-cell: 45 0 0 xyxy=(706,1080,726,1090)
ad-heading: FFICE xyxy=(872,1979,914,1990)
ad-text: ANTED known, that R. ROSE is making Suits from L3 10s; Black Dress Trowsers at 28s.—R. Rose, Rattray street. xyxy=(39,348,191,377)
ad-text: Is easy to operate, simple to learn, quiet in action, and not liable to derangement. It will tack, hem, fell, gather, cord, quilt, braid, and embroider; sew from two ordinary reels; and the seam, if cut at every inch, will not rip. xyxy=(381,816,556,888)
ad-signature: J. W. BENSON, xyxy=(624,1618,678,1628)
table-cell: 33 0 0 xyxy=(651,1073,694,1082)
ad-text: ANTED to sell a one horse break and harness. Apply to John Farnes, Queen street. xyxy=(39,171,191,190)
price-row: ,, 3, 28in ,, 22in ,, 22in ,, L12. xyxy=(381,1124,470,1134)
section-heading: Merchandise. xyxy=(200,38,372,54)
ad-address: Octagon, Walker and Great King streets. xyxy=(35,1310,168,1320)
advertisement: WANTED to Let, the splendid Shop and Premises, 30 x 22, occupied by Mr Salomon, Jeweller, Princes street. The Glass Cases and Fittings FOR SALE. Possession given at once. xyxy=(10,195,193,242)
ad-heading: DVERTISEMENTS xyxy=(784,1840,902,1851)
ad-heading: BENSON'S xyxy=(631,1450,671,1460)
column-wanted xyxy=(10,38,193,1543)
ad-subheading: Diseases of the Chest, Syrup of hypophosphite of Lime. xyxy=(934,686,1096,705)
ad-text: GENERAL DEPOT.—Paris: Grimault & Co., 45 Rue de Richlieu. xyxy=(926,991,1104,1011)
table-cell: ... xyxy=(637,1288,662,1297)
masthead-rule xyxy=(8,30,1106,31)
advertisement: WANTED Known, Cheapest House for Baby Linen, Underclothing, and Ladies and Children's Boots and Shoes, Mrs J. Ross, No. 5, George street. xyxy=(10,1134,193,1181)
ad-text: This impediment is now overcome, and xyxy=(762,1107,899,1118)
table-cell: 45 0 0 xyxy=(608,1073,651,1082)
ad-text: NY Amount of Blue Gum and Palings on hand for Fencing Cheap; also A large shipment of Scotch Flooring, Lining, and Weatherboards, ex Dunfillan from Glasgow. Contractors liberally dealt with. Note the address — xyxy=(12,268,191,317)
table-cell: 42 0 0 xyxy=(565,1073,608,1082)
ad-text: Dr Leras, Apothecary Doctor of Science, 7 Rue de la Feuillade, Paris. This new ferruginous medicine contains the elements of the bones and blood, and iron in a liquid state. From observations made in the Paris hospitals, and detailed in the Prospectus, it is superior to ferruginous pills, lactate of iron, iron reduced by hydrogen, pills and syrups of the iodide of iron, and cures rapidly stomach complaints, painful digestion, poverty of the blood, loss of strength and appetite, and diseases incident to females. It is the best adjunct to Cod Liver Oil, and the best preserver of health in tropical climates. xyxy=(926,424,1104,540)
table-cell: 7 7 0 xyxy=(708,990,724,1000)
table-cell: 11 11 0 xyxy=(705,999,728,1009)
table-cell: 55 0 0 xyxy=(565,1145,613,1154)
price-table xyxy=(565,1145,737,1163)
ad-heading: HEAP PRINTING, xyxy=(225,1351,341,1362)
ad-text: OF THE xyxy=(817,1471,844,1481)
title-part: VENING xyxy=(785,1528,840,1539)
list-item: viz. xyxy=(566,782,578,792)
ad-text: Of the Chronograph by which the Derby is Timed, xyxy=(568,506,734,516)
list-item: Drawing-room, xyxy=(566,817,614,827)
table-section-heading: BENSON'S LONDON-MADE LEVE xyxy=(588,950,714,960)
ad-heading: WANTED KNOWN. xyxy=(66,431,137,441)
section-heading: Printing. xyxy=(744,38,917,54)
ad-text: Prepared by Grimault & Co., Chemists, Rue de Feuillade, Paris. According to the formula of Dr Corvisart Knight of the Legion of Honour, Physician to H.M. the Emperor of the French, Pepsine is the gastric juice itself, or rather the active principle purified, which digests food in the stomach. When from various causes the supply of the digestive fluid is too small, the inevitable consequences are bad digestion, gastritis, gastralgia; inflammation of the mucous coat of the stomach and bowels, heart-burn, anæmea, loss of strength, and in females general derangement. The Elixir of Pepsine, which is sanctioned by the approbation of the Paris Academy of Medicine speedily cures all such diseases, and prevents vomiting during pregnancy. xyxy=(926,239,1104,384)
advertisement: WANTED to Sell the best Boot and Shoe Business in Princes street. Stock and fixtures at valuation. Satisfactory reasons given for selling. For particulars apply to J. Scoble, George street. xyxy=(10,753,193,833)
ad-text: ANTED all lovers of good Clothing to know that they can secure first-class fits at very moderate prices by patronising E. Stokes, Tailor and Clothier, George street, where all the newest styles are combined with taste, elegance of fit, and workmanship. 28 years practical knowledge has secured him a first-class reputation for ability and experience. Suits from L2. Cheaper than ever. xyxy=(12,565,191,643)
ad-heading: NEW SEASON'S TEA. xyxy=(47,1204,156,1215)
ad-text: HE Undersigned has just received first of the "New Season's Teas," which for strength and excellence of flavor will be found upon trial to surpass all other Teas at present offered for sale in the City. xyxy=(12,1217,191,1265)
ad-signature: KEMPTHORNE, PROSSER & CO., xyxy=(954,1121,1076,1131)
ad-heading: EW ZEALAND INSURANCE COMPANY. xyxy=(226,1116,370,1150)
ad-signature: BARRY & CO. xyxy=(442,1249,495,1259)
ad-subheading: APERIENT PILLS, xyxy=(954,1043,1076,1054)
ad-subheading: Unlimited Liability. xyxy=(253,1308,319,1318)
ad-text: These elegant preparations effect rapid and extraordinary cures of recent and old and severe cases of disease. They are used in all the Hospitals of Paris by the celebrated Dr. Ricord, and are found greatly superior to all preparations of Copaiba, Cubebs &c., and Mineral Remedies. The Liquid Extract is used in recent cases, and the capsules in the more chronic; and where all other Medicines have failed the preparations will always effect a cure. xyxy=(926,580,1104,667)
ad-subheading: From Melbourne in a few days, a Lot of xyxy=(220,71,352,81)
